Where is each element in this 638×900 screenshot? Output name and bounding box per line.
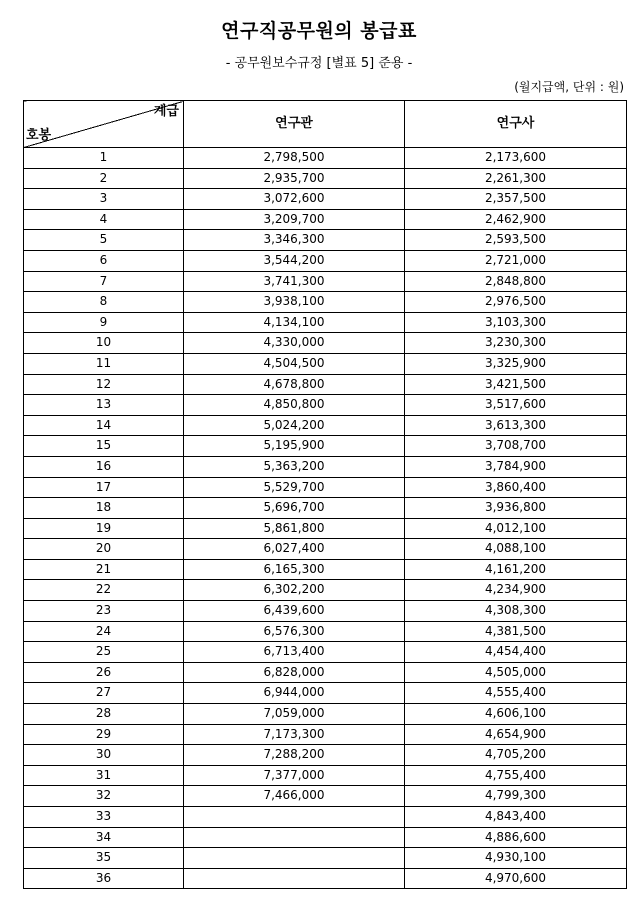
step-cell: 15 — [24, 436, 184, 457]
senior-researcher-salary-cell: 4,850,800 — [184, 395, 405, 416]
step-cell: 20 — [24, 539, 184, 560]
researcher-salary-cell: 3,613,300 — [405, 415, 627, 436]
table-row — [24, 209, 627, 230]
researcher-salary-cell: 2,173,600 — [405, 148, 627, 169]
table-row — [24, 601, 627, 622]
step-cell: 21 — [24, 559, 184, 580]
senior-researcher-salary-cell: 6,944,000 — [184, 683, 405, 704]
senior-researcher-salary-cell: 6,576,300 — [184, 621, 405, 642]
step-cell: 28 — [24, 704, 184, 725]
step-cell: 33 — [24, 807, 184, 828]
senior-researcher-salary-cell: 3,938,100 — [184, 292, 405, 313]
senior-researcher-salary-cell: 5,861,800 — [184, 518, 405, 539]
researcher-salary-cell: 4,970,600 — [405, 868, 627, 889]
table-header-row — [24, 101, 627, 148]
step-cell: 2 — [24, 168, 184, 189]
page-subtitle: - 공무원보수규정 [별표 5] 준용 - — [225, 56, 413, 71]
researcher-salary-cell: 3,708,700 — [405, 436, 627, 457]
table-row — [24, 498, 627, 519]
table-row — [24, 395, 627, 416]
step-cell: 4 — [24, 209, 184, 230]
senior-researcher-salary-cell: 5,696,700 — [184, 498, 405, 519]
researcher-salary-cell: 4,505,000 — [405, 662, 627, 683]
step-cell: 34 — [24, 827, 184, 848]
senior-researcher-salary-cell: 3,346,300 — [184, 230, 405, 251]
senior-researcher-salary-cell: 6,302,200 — [184, 580, 405, 601]
senior-researcher-salary-cell: 5,195,900 — [184, 436, 405, 457]
step-cell: 17 — [24, 477, 184, 498]
researcher-salary-cell: 4,088,100 — [405, 539, 627, 560]
researcher-salary-cell: 4,555,400 — [405, 683, 627, 704]
senior-researcher-salary-cell: 3,741,300 — [184, 271, 405, 292]
step-cell: 30 — [24, 745, 184, 766]
unit-note: (월지급액, 단위 : 원) — [514, 80, 624, 94]
step-cell: 25 — [24, 642, 184, 663]
senior-researcher-salary-cell: 3,072,600 — [184, 189, 405, 210]
researcher-salary-cell: 4,843,400 — [405, 807, 627, 828]
table-row — [24, 168, 627, 189]
researcher-salary-cell: 4,012,100 — [405, 518, 627, 539]
step-cell: 26 — [24, 662, 184, 683]
senior-researcher-salary-cell: 7,466,000 — [184, 786, 405, 807]
table-row — [24, 415, 627, 436]
researcher-salary-cell: 4,799,300 — [405, 786, 627, 807]
step-cell: 1 — [24, 148, 184, 169]
step-cell: 3 — [24, 189, 184, 210]
table-row — [24, 250, 627, 271]
table-row — [24, 807, 627, 828]
table-row — [24, 683, 627, 704]
researcher-salary-cell: 2,462,900 — [405, 209, 627, 230]
step-cell: 23 — [24, 601, 184, 622]
researcher-salary-cell: 4,886,600 — [405, 827, 627, 848]
senior-researcher-salary-cell: 3,544,200 — [184, 250, 405, 271]
step-cell: 16 — [24, 456, 184, 477]
step-cell: 10 — [24, 333, 184, 354]
step-cell: 32 — [24, 786, 184, 807]
step-cell: 5 — [24, 230, 184, 251]
table-row — [24, 724, 627, 745]
researcher-salary-cell: 4,161,200 — [405, 559, 627, 580]
senior-researcher-salary-cell: 6,713,400 — [184, 642, 405, 663]
researcher-salary-cell: 3,103,300 — [405, 312, 627, 333]
researcher-salary-cell: 2,848,800 — [405, 271, 627, 292]
salary-table — [23, 100, 627, 889]
senior-researcher-salary-cell: 5,024,200 — [184, 415, 405, 436]
table-row — [24, 292, 627, 313]
senior-researcher-salary-cell — [184, 827, 405, 848]
senior-researcher-salary-cell: 6,828,000 — [184, 662, 405, 683]
step-cell: 13 — [24, 395, 184, 416]
table-row — [24, 580, 627, 601]
table-row — [24, 642, 627, 663]
senior-researcher-salary-cell — [184, 868, 405, 889]
table-row — [24, 312, 627, 333]
table-row — [24, 786, 627, 807]
step-cell: 11 — [24, 353, 184, 374]
senior-researcher-salary-cell: 6,165,300 — [184, 559, 405, 580]
step-cell: 24 — [24, 621, 184, 642]
senior-researcher-salary-cell: 7,173,300 — [184, 724, 405, 745]
senior-researcher-salary-cell: 3,209,700 — [184, 209, 405, 230]
researcher-salary-cell: 4,234,900 — [405, 580, 627, 601]
researcher-salary-cell: 3,517,600 — [405, 395, 627, 416]
senior-researcher-salary-cell: 4,134,100 — [184, 312, 405, 333]
table-row — [24, 353, 627, 374]
senior-researcher-salary-cell: 6,027,400 — [184, 539, 405, 560]
researcher-salary-cell: 3,784,900 — [405, 456, 627, 477]
step-cell: 12 — [24, 374, 184, 395]
step-cell: 14 — [24, 415, 184, 436]
table-row — [24, 374, 627, 395]
step-cell: 18 — [24, 498, 184, 519]
senior-researcher-salary-cell: 5,529,700 — [184, 477, 405, 498]
column-header-senior-researcher: 연구관 — [184, 101, 405, 148]
table-row — [24, 662, 627, 683]
table-row — [24, 456, 627, 477]
step-cell: 8 — [24, 292, 184, 313]
researcher-salary-cell: 3,325,900 — [405, 353, 627, 374]
researcher-salary-cell: 4,930,100 — [405, 848, 627, 869]
step-cell: 9 — [24, 312, 184, 333]
researcher-salary-cell: 4,308,300 — [405, 601, 627, 622]
step-cell: 27 — [24, 683, 184, 704]
senior-researcher-salary-cell: 4,678,800 — [184, 374, 405, 395]
researcher-salary-cell: 3,860,400 — [405, 477, 627, 498]
senior-researcher-salary-cell: 4,330,000 — [184, 333, 405, 354]
step-cell: 22 — [24, 580, 184, 601]
grade-label: 계급 — [153, 104, 179, 119]
senior-researcher-salary-cell: 7,288,200 — [184, 745, 405, 766]
table-row — [24, 518, 627, 539]
step-cell: 19 — [24, 518, 184, 539]
researcher-salary-cell: 4,654,900 — [405, 724, 627, 745]
step-cell: 6 — [24, 250, 184, 271]
researcher-salary-cell: 2,976,500 — [405, 292, 627, 313]
table-row — [24, 189, 627, 210]
table-row — [24, 148, 627, 169]
researcher-salary-cell: 2,357,500 — [405, 189, 627, 210]
senior-researcher-salary-cell — [184, 848, 405, 869]
senior-researcher-salary-cell: 7,059,000 — [184, 704, 405, 725]
step-label: 호봉 — [26, 128, 52, 143]
step-cell: 7 — [24, 271, 184, 292]
diagonal-header-cell — [24, 101, 184, 148]
researcher-salary-cell: 4,755,400 — [405, 765, 627, 786]
table-row — [24, 827, 627, 848]
researcher-salary-cell: 4,606,100 — [405, 704, 627, 725]
table-row — [24, 745, 627, 766]
table-row — [24, 333, 627, 354]
researcher-salary-cell: 2,261,300 — [405, 168, 627, 189]
table-row — [24, 271, 627, 292]
table-row — [24, 621, 627, 642]
researcher-salary-cell: 2,593,500 — [405, 230, 627, 251]
researcher-salary-cell: 4,381,500 — [405, 621, 627, 642]
senior-researcher-salary-cell: 6,439,600 — [184, 601, 405, 622]
senior-researcher-salary-cell: 4,504,500 — [184, 353, 405, 374]
table-row — [24, 477, 627, 498]
researcher-salary-cell: 3,936,800 — [405, 498, 627, 519]
researcher-salary-cell: 4,705,200 — [405, 745, 627, 766]
researcher-salary-cell: 4,454,400 — [405, 642, 627, 663]
table-row — [24, 436, 627, 457]
step-cell: 36 — [24, 868, 184, 889]
researcher-salary-cell: 3,230,300 — [405, 333, 627, 354]
senior-researcher-salary-cell — [184, 807, 405, 828]
researcher-salary-cell: 3,421,500 — [405, 374, 627, 395]
step-cell: 31 — [24, 765, 184, 786]
page-title: 연구직공무원의 봉급표 — [221, 20, 417, 42]
step-cell: 29 — [24, 724, 184, 745]
senior-researcher-salary-cell: 2,935,700 — [184, 168, 405, 189]
table-row — [24, 765, 627, 786]
researcher-salary-cell: 2,721,000 — [405, 250, 627, 271]
senior-researcher-salary-cell: 2,798,500 — [184, 148, 405, 169]
senior-researcher-salary-cell: 5,363,200 — [184, 456, 405, 477]
table-row — [24, 539, 627, 560]
table-row — [24, 230, 627, 251]
table-row — [24, 848, 627, 869]
table-row — [24, 868, 627, 889]
senior-researcher-salary-cell: 7,377,000 — [184, 765, 405, 786]
table-row — [24, 704, 627, 725]
column-header-researcher: 연구사 — [405, 101, 627, 148]
step-cell: 35 — [24, 848, 184, 869]
table-body — [24, 148, 627, 889]
table-row — [24, 559, 627, 580]
